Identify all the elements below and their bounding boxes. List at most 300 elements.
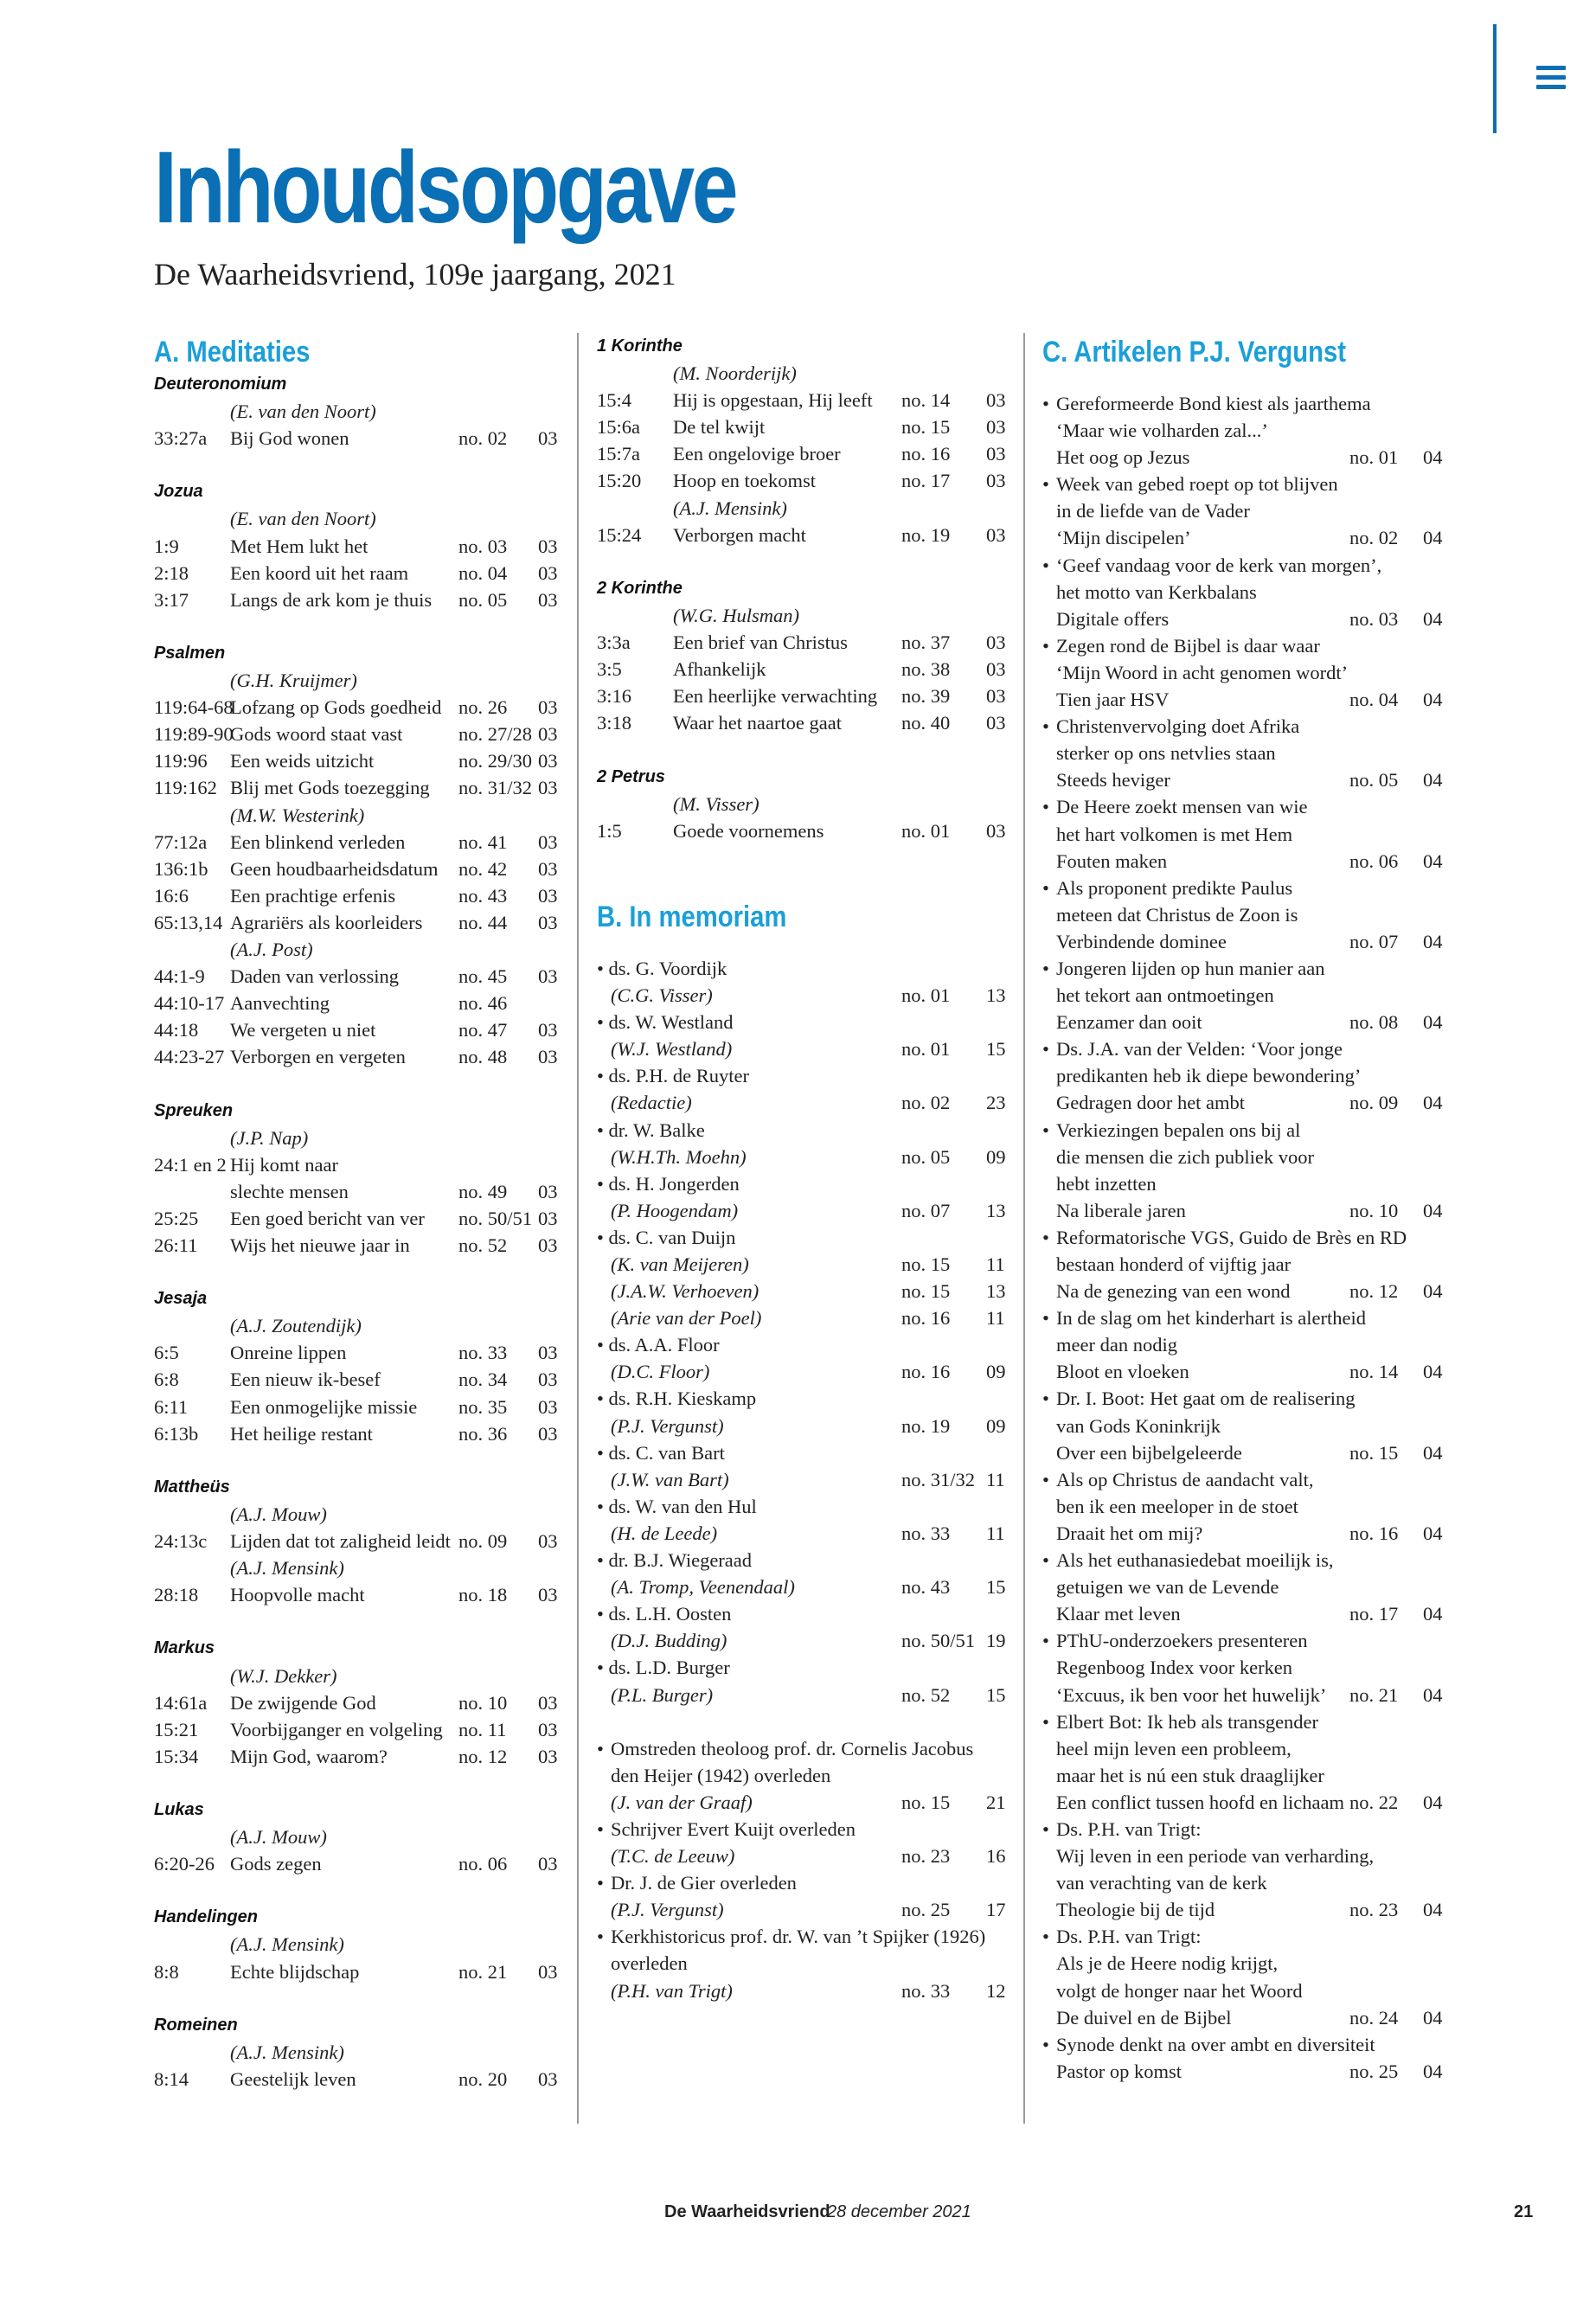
page-number: 04 xyxy=(1423,689,1443,711)
page-number: 09 xyxy=(986,1414,1006,1437)
meditation-title: Een goed bericht van ver xyxy=(230,1207,425,1229)
memoriam-name-row xyxy=(597,955,1008,982)
issue-number: no. 48 xyxy=(458,1046,508,1068)
memoriam-name-text: ds. W. Westland xyxy=(608,1011,734,1034)
issue-number: no. 03 xyxy=(1349,607,1399,630)
bullet: • xyxy=(1042,1549,1049,1572)
article-intro: Ds. P.H. van Trigt: xyxy=(1056,1926,1202,1948)
meditation-title: Blij met Gods toezegging xyxy=(230,777,430,799)
memoriam-author: (P.J. Vergunst) xyxy=(611,1899,724,1921)
meditation-row xyxy=(597,709,1008,736)
book-heading xyxy=(154,1797,561,1823)
article-line xyxy=(1042,659,1423,686)
bible-reference: 6:11 xyxy=(154,1395,189,1418)
bullet: • xyxy=(1042,1630,1049,1652)
article-intro: volgt de honger naar het Woord xyxy=(1056,1979,1303,2002)
bullet: • xyxy=(1042,796,1049,818)
article-intro: Als op Christus de aandacht valt, xyxy=(1056,1468,1314,1490)
memoriam-author-row xyxy=(597,1520,1008,1547)
article-line xyxy=(1042,2058,1443,2085)
meditation-title: Waar het naartoe gaat xyxy=(673,712,842,734)
issue-number: no. 26 xyxy=(458,696,508,719)
memoriam-name-row xyxy=(597,1547,1008,1574)
spacer xyxy=(154,613,561,640)
article-intro: in de liefde van de Vader xyxy=(1056,500,1250,522)
memoriam-name: • dr. W. Balke xyxy=(597,1118,705,1141)
issue-number: no. 09 xyxy=(1349,1092,1399,1114)
page-number: 17 xyxy=(986,1899,1006,1921)
page-number: 03 xyxy=(538,1691,558,1714)
author: (A.J. Mouw) xyxy=(230,1503,327,1525)
issue-number: no. 38 xyxy=(901,658,951,681)
page-subtitle: De Waarheidsvriend, 109e jaargang, 2021 xyxy=(154,257,676,292)
book-heading xyxy=(154,1635,561,1662)
meditation-row xyxy=(154,747,561,774)
page-number: 03 xyxy=(538,588,558,611)
issue-number: no. 16 xyxy=(901,1307,951,1330)
spacer xyxy=(597,548,1008,575)
article-title: Steeds heviger xyxy=(1056,769,1170,792)
article-intro: het hart volkomen is met Hem xyxy=(1056,823,1293,845)
bullet: • xyxy=(1042,876,1049,899)
issue-number: no. 12 xyxy=(1349,1280,1399,1303)
meditation-title: Afhankelijk xyxy=(673,658,766,681)
issue-number: no. 19 xyxy=(901,523,951,546)
article-title: Draait het om mij? xyxy=(1056,1522,1203,1544)
bible-reference: 3:17 xyxy=(154,588,189,611)
section-heading-memoriam: B. In memoriam xyxy=(597,900,787,933)
spacer xyxy=(154,1259,561,1285)
bible-reference: 8:14 xyxy=(154,2067,189,2090)
meditation-title: We vergeten u niet xyxy=(230,1019,376,1042)
issue-number: no. 01 xyxy=(1349,446,1399,469)
memoriam-name-text: ds. C. van Duijn xyxy=(608,1226,736,1248)
issue-number: no. 33 xyxy=(901,1979,951,2002)
memoriam-other-text: Kerkhistoricus prof. dr. W. van ’t Spijker (1926) xyxy=(611,1926,986,1948)
article-intro: Ds. P.H. van Trigt: xyxy=(1056,1817,1202,1840)
page-number: 04 xyxy=(1423,1899,1443,1921)
article-intro: Als je de Heere nodig krijgt, xyxy=(1056,1952,1279,1975)
spacer xyxy=(154,1985,561,2012)
issue-number: no. 45 xyxy=(458,965,508,988)
memoriam-author: (T.C. de Leeuw) xyxy=(611,1845,735,1868)
article-title: Een conflict tussen hoofd en lichaam xyxy=(1056,1791,1345,1813)
issue-number: no. 43 xyxy=(901,1576,951,1599)
memoriam-name-text: ds. W. van den Hul xyxy=(608,1495,757,1517)
meditation-row xyxy=(154,721,561,747)
memoriam-name: • ds. W. Westland xyxy=(597,1011,734,1034)
article-line xyxy=(1042,955,1423,982)
page-number: 21 xyxy=(986,1791,1006,1813)
memoriam-name: • ds. R.H. Kieskamp xyxy=(597,1388,757,1410)
memoriam-author: (J.A.W. Verhoeven) xyxy=(611,1280,760,1303)
memoriam-author-row xyxy=(597,1358,1008,1385)
article-title: Klaar met leven xyxy=(1056,1603,1181,1625)
meditation-row xyxy=(154,963,561,990)
author-row xyxy=(154,1501,561,1528)
issue-number: no. 14 xyxy=(1349,1361,1399,1383)
meditation-row xyxy=(154,1420,561,1447)
page-number: 03 xyxy=(538,1342,558,1364)
issue-number: no. 41 xyxy=(458,830,508,853)
issue-number: no. 27/28 xyxy=(458,723,533,746)
memoriam-author: (P.H. van Trigt) xyxy=(611,1979,733,2002)
article-title: Gedragen door het ambt xyxy=(1056,1092,1246,1114)
bible-reference: 44:1-9 xyxy=(154,965,205,988)
meditation-title: Een ongelovige broer xyxy=(673,443,841,465)
author: (M.W. Westerink) xyxy=(230,804,365,826)
meditation-row xyxy=(154,1689,561,1716)
article-intro: meteen dat Christus de Zoon is xyxy=(1056,903,1298,926)
meditation-title: Daden van verlossing xyxy=(230,965,399,988)
meditation-title: Gods zegen xyxy=(230,1853,322,1875)
article-title: Digitale offers xyxy=(1056,607,1170,630)
memoriam-author-row xyxy=(597,982,1008,1009)
article-line xyxy=(1042,1089,1443,1116)
meditation-row xyxy=(597,522,1008,548)
meditation-title: Goede voornemens xyxy=(673,819,824,842)
issue-number: no. 21 xyxy=(1349,1683,1399,1706)
issue-number: no. 36 xyxy=(458,1422,508,1445)
issue-number: no. 23 xyxy=(1349,1899,1399,1921)
meditation-title: Lijden dat tot zaligheid leidt xyxy=(230,1530,451,1553)
article-line xyxy=(1042,1896,1443,1923)
memoriam-name-row xyxy=(597,1117,1008,1144)
book-heading xyxy=(597,764,1008,791)
article-intro: Gereformeerde Bond kiest als jaarthema xyxy=(1056,393,1371,414)
page-number: 03 xyxy=(986,523,1006,546)
memoriam-name: • ds. C. van Bart xyxy=(597,1441,725,1464)
page-number: 13 xyxy=(986,984,1006,1007)
meditation-row xyxy=(597,440,1008,467)
bullet: • xyxy=(1042,393,1049,414)
memoriam-name: • ds. L.H. Oosten xyxy=(597,1603,732,1625)
meditation-row xyxy=(154,1043,561,1070)
page-number: 03 xyxy=(538,1046,558,1068)
memoriam-name-text: dr. B.J. Wiegeraad xyxy=(608,1549,753,1572)
meditation-row xyxy=(154,1958,561,1985)
memoriam-name-row xyxy=(597,1654,1008,1681)
memoriam-name: • ds. W. van den Hul xyxy=(597,1495,757,1517)
article-line xyxy=(1042,1600,1443,1627)
section-heading-vergunst: C. Artikelen P.J. Vergunst xyxy=(1042,336,1347,369)
article-line xyxy=(1042,901,1423,928)
book-name: Jesaja xyxy=(154,1289,208,1309)
article-title: Bloot en vloeken xyxy=(1056,1361,1189,1383)
article-line xyxy=(1042,471,1423,497)
meditation-title: Een heerlijke verwachting xyxy=(673,685,878,708)
bible-reference: 25:25 xyxy=(154,1207,199,1229)
author: (W.J. Dekker) xyxy=(230,1664,337,1687)
article-line xyxy=(1042,740,1423,766)
bible-reference: 33:27a xyxy=(154,427,208,450)
memoriam-name-text: ds. L.D. Burger xyxy=(608,1657,730,1679)
author: (A.J. Mouw) xyxy=(230,1826,327,1849)
article-line xyxy=(1042,1682,1443,1708)
memoriam-author-row xyxy=(597,1413,1008,1439)
meditation-row xyxy=(154,1151,561,1178)
meditation-row xyxy=(597,656,1008,683)
bullet: • xyxy=(1042,1388,1049,1410)
page-number: 03 xyxy=(538,1584,558,1606)
issue-number: no. 37 xyxy=(901,631,951,654)
book-heading xyxy=(154,640,561,667)
memoriam-author: (K. van Meijeren) xyxy=(611,1253,749,1275)
meditation-row xyxy=(597,467,1008,494)
memoriam-other-text: Dr. J. de Gier overleden xyxy=(611,1872,797,1894)
issue-number: no. 01 xyxy=(901,984,951,1007)
memoriam-name-row xyxy=(597,1224,1008,1251)
meditation-row xyxy=(154,909,561,936)
page-number: 03 xyxy=(986,658,1006,681)
article-title: ‘Excuus, ik ben voor het huwelijk’ xyxy=(1056,1683,1327,1706)
page-number: 03 xyxy=(986,631,1006,654)
issue-number: no. 05 xyxy=(901,1145,951,1168)
article-intro: bestaan honderd of vijftig jaar xyxy=(1056,1253,1292,1275)
page-number: 15 xyxy=(986,1576,1006,1599)
issue-number: no. 40 xyxy=(901,712,951,734)
article-line xyxy=(1042,1413,1423,1439)
article-line xyxy=(1042,606,1443,632)
page-number: 03 xyxy=(538,1180,558,1202)
article-line xyxy=(1042,1547,1423,1574)
meditation-title: Bij God wonen xyxy=(230,427,349,450)
page-number: 09 xyxy=(986,1361,1006,1383)
article-line xyxy=(1042,1170,1423,1197)
bullet: • xyxy=(1042,1038,1049,1061)
article-line xyxy=(1042,1816,1423,1843)
meditation-row xyxy=(154,1581,561,1608)
article-line xyxy=(1042,1789,1443,1816)
issue-number: no. 20 xyxy=(458,2067,508,2090)
meditation-row xyxy=(597,629,1008,656)
page-number: 03 xyxy=(538,1853,558,1875)
book-heading xyxy=(597,575,1008,602)
issue-number: no. 10 xyxy=(1349,1199,1399,1221)
bullet: • xyxy=(1042,1307,1049,1330)
meditation-row xyxy=(154,1528,561,1554)
page-number: 04 xyxy=(1423,1199,1443,1221)
bullet: • xyxy=(1042,1817,1049,1840)
issue-number: no. 24 xyxy=(1349,2006,1399,2029)
issue-number: no. 03 xyxy=(458,535,508,557)
spacer xyxy=(597,871,1008,898)
issue-number: no. 04 xyxy=(458,561,508,584)
book-name: 1 Korinthe xyxy=(597,336,683,356)
memoriam-name-row xyxy=(597,1439,1008,1466)
memoriam-author-row xyxy=(597,1466,1008,1493)
page-number: 04 xyxy=(1423,1441,1443,1464)
meditation-row xyxy=(154,1178,561,1205)
spacer xyxy=(154,1447,561,1474)
article-intro: sterker op ons netvlies staan xyxy=(1056,742,1276,765)
author: (A.J. Mensink) xyxy=(230,1933,344,1956)
page-number: 11 xyxy=(986,1468,1005,1490)
meditation-row xyxy=(597,413,1008,440)
meditation-title: Een nieuw ik-besef xyxy=(230,1368,381,1391)
spacer xyxy=(154,452,561,478)
page-number: 03 xyxy=(986,416,1006,439)
article-line xyxy=(1042,497,1423,524)
article-title: Theologie bij de tijd xyxy=(1056,1899,1215,1921)
bible-reference: 15:34 xyxy=(154,1745,199,1767)
meditation-row xyxy=(154,586,561,613)
article-intro: ben ik een meeloper in de stoet xyxy=(1056,1495,1298,1517)
meditation-row xyxy=(597,387,1008,413)
page-number: 04 xyxy=(1423,446,1443,469)
book-heading xyxy=(154,1098,561,1125)
article-line xyxy=(1042,444,1443,471)
issue-number: no. 05 xyxy=(458,588,508,611)
article-intro: Ds. J.A. van der Velden: ‘Voor jonge xyxy=(1056,1038,1343,1061)
memoriam-author-row xyxy=(597,1627,1008,1654)
footer-magazine: De Waarheidsvriend xyxy=(664,2202,830,2221)
memoriam-name-row xyxy=(597,1170,1008,1197)
memoriam-author: (Redactie) xyxy=(611,1092,692,1114)
bible-reference: 119:64-68 xyxy=(154,696,234,719)
meditation-row xyxy=(597,817,1008,844)
article-title: Over een bijbelgeleerde xyxy=(1056,1441,1242,1464)
meditation-title: Hij komt naar xyxy=(230,1153,338,1176)
author: (A.J. Zoutendijk) xyxy=(230,1315,362,1337)
bible-reference: 15:7a xyxy=(597,443,640,465)
memoriam-other-line xyxy=(597,1950,1008,1977)
article-intro: De Heere zoekt mensen van wie xyxy=(1056,796,1308,818)
page-number: 04 xyxy=(1423,2060,1443,2082)
page-footer xyxy=(0,2202,1596,2228)
page-number: 03 xyxy=(538,535,558,557)
memoriam-author-row xyxy=(597,1896,1008,1923)
article-intro: Elbert Bot: Ik heb als transgender xyxy=(1056,1710,1319,1733)
bullet: • xyxy=(1042,1118,1049,1141)
article-title: ‘Mijn discipelen’ xyxy=(1056,527,1191,549)
article-line xyxy=(1042,1439,1443,1466)
article-title: Pastor op komst xyxy=(1056,2060,1183,2082)
page-number: 03 xyxy=(986,389,1006,412)
header-rule xyxy=(1493,24,1497,133)
page-number: 03 xyxy=(986,819,1006,842)
bible-reference: 15:21 xyxy=(154,1718,199,1740)
article-line xyxy=(1042,1278,1443,1304)
author-row xyxy=(154,398,561,425)
article-line xyxy=(1042,928,1443,955)
memoriam-author-row xyxy=(597,1197,1008,1224)
meditation-row xyxy=(154,1850,561,1877)
issue-number: no. 23 xyxy=(901,1845,951,1868)
page-number: 04 xyxy=(1423,1011,1443,1034)
bullet: • xyxy=(597,1737,604,1759)
issue-number: no. 52 xyxy=(458,1234,508,1256)
page-number: 03 xyxy=(538,1019,558,1042)
page-number: 15 xyxy=(986,1038,1006,1061)
meditation-title: Hoopvolle macht xyxy=(230,1584,365,1606)
article-intro: Als proponent predikte Paulus xyxy=(1056,876,1293,899)
article-intro: Dr. I. Boot: Het gaat om de realisering xyxy=(1056,1388,1356,1410)
meditation-row xyxy=(154,694,561,721)
book-heading xyxy=(154,1285,561,1312)
article-intro: het tekort aan ontmoetingen xyxy=(1056,984,1274,1007)
issue-number: no. 15 xyxy=(901,416,951,439)
memoriam-author-row xyxy=(597,1304,1008,1331)
author-row xyxy=(154,667,561,694)
meditation-row xyxy=(154,990,561,1016)
book-name: 2 Petrus xyxy=(597,766,665,786)
bible-reference: 24:13c xyxy=(154,1530,208,1553)
meditation-row xyxy=(154,829,561,856)
article-line xyxy=(1042,2031,1423,2058)
memoriam-author-row xyxy=(597,1977,1008,2004)
meditation-title: Echte blijdschap xyxy=(230,1960,360,1983)
meditation-title: Hoop en toekomst xyxy=(673,470,816,492)
bible-reference: 119:96 xyxy=(154,750,208,772)
memoriam-name-row xyxy=(597,1331,1008,1358)
bible-reference: 15:20 xyxy=(597,470,642,492)
memoriam-author-row xyxy=(597,1251,1008,1278)
bible-reference: 1:5 xyxy=(597,819,622,842)
page-number: 03 xyxy=(538,561,558,584)
article-intro: PThU-onderzoekers presenteren xyxy=(1056,1630,1308,1652)
page-number: 11 xyxy=(986,1253,1005,1275)
memoriam-author: (D.C. Floor) xyxy=(611,1361,710,1383)
author: (G.H. Kruijmer) xyxy=(230,670,357,692)
page-number: 03 xyxy=(538,1718,558,1740)
issue-number: no. 15 xyxy=(901,1280,951,1303)
article-line xyxy=(1042,1520,1443,1547)
author-row xyxy=(154,2039,561,2066)
author: (A.J. Mensink) xyxy=(230,2041,344,2063)
article-intro: Synode denkt na over ambt en diversiteit xyxy=(1056,2033,1375,2055)
issue-number: no. 47 xyxy=(458,1019,508,1042)
meditation-row xyxy=(154,1232,561,1259)
memoriam-author: (P.J. Vergunst) xyxy=(611,1414,724,1437)
memoriam-author: (P. Hoogendam) xyxy=(611,1199,739,1221)
issue-number: no. 02 xyxy=(901,1092,951,1114)
article-line xyxy=(1042,1009,1443,1035)
spacer xyxy=(154,1608,561,1635)
author-row xyxy=(154,1312,561,1339)
column-center xyxy=(597,333,1008,2004)
article-intro: van verachting van de kerk xyxy=(1056,1872,1267,1894)
memoriam-other-text: den Heijer (1942) overleden xyxy=(611,1764,831,1786)
page-number: 03 xyxy=(538,965,558,988)
meditation-row xyxy=(154,533,561,560)
page-number: 04 xyxy=(1423,769,1443,792)
bible-reference: 3:3a xyxy=(597,631,631,654)
memoriam-author-row xyxy=(597,1144,1008,1170)
meditation-title: Een brief van Christus xyxy=(673,631,848,654)
memoriam-author: (Arie van der Poel) xyxy=(611,1307,762,1330)
bible-reference: 24:1 en 2 xyxy=(154,1153,227,1176)
hamburger-menu-icon[interactable] xyxy=(1536,66,1566,94)
article-intro: meer dan nodig xyxy=(1056,1334,1177,1356)
article-line xyxy=(1042,1251,1423,1278)
page-number: 04 xyxy=(1423,1522,1443,1544)
article-line xyxy=(1042,821,1423,848)
issue-number: no. 31/32 xyxy=(458,777,533,799)
bible-reference: 6:13b xyxy=(154,1422,199,1445)
memoriam-author: (J.W. van Bart) xyxy=(611,1468,729,1490)
issue-number: no. 07 xyxy=(1349,930,1399,952)
meditation-row xyxy=(154,2066,561,2093)
page-number: 13 xyxy=(986,1280,1006,1303)
column-divider xyxy=(577,333,579,2124)
meditation-title: Wijs het nieuwe jaar in xyxy=(230,1234,410,1256)
page-number: 04 xyxy=(1423,1280,1443,1303)
article-line xyxy=(1042,875,1423,901)
meditation-title: slechte mensen xyxy=(230,1180,349,1202)
meditation-title: Mijn God, waarom? xyxy=(230,1745,388,1767)
issue-number: no. 06 xyxy=(1349,849,1399,872)
